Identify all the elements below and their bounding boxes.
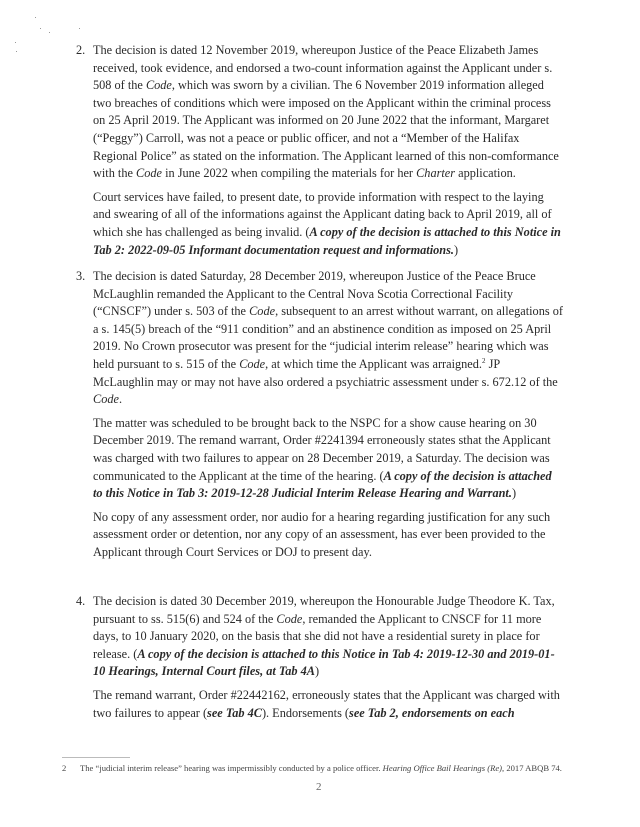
paragraph-4: [76, 593, 563, 722]
paragraph-3: [76, 268, 563, 562]
paragraph-number: 3.: [76, 269, 86, 283]
paragraph-2: [76, 42, 563, 259]
footnote: [62, 762, 562, 775]
paragraph-body: The decision is dated 12 November 2019, whereupon Justice of the Peace Elizabeth James received, took evidence, and endorsed a two-count information against the Applicant under s. 508 of the Code, which was sworn by a civilian. The 6 November 2019 information alleged two breaches of conditions which were imposed on the Applicant within the criminal process on 25 April 2019. The Applicant was informed on 20 June 2022 that the informant, Margaret (“Peggy”) Carroll, was not a peace or public officer, and not a “Member of the Halifax Regional Police” as stated on the information. The Applicant learned of this non-comformance with the Code in June 2022 when compiling the materials for her Charter application.: [93, 43, 559, 181]
paragraph-body: The decision is dated 30 December 2019, whereupon the Honourable Judge Theodore K. Tax, pursuant to ss. 515(6) and 524 of the Code, remanded the Applicant to CNSCF for 11 more days, to 10 January 2020, on the basis that she did not have a residential surety in place for release. (A copy of the decision is attached to this Notice in Tab 4: 2019-12-30 and 2019-01-10 Hearings, Internal Court files, at Tab 4A): [93, 594, 555, 679]
footnote-body: The “judicial interim release” hearing was impermissibly conducted by a police officer. Hearing Office Bail Hearings (Re), 2017 ABQB 74.: [80, 763, 562, 773]
paragraph-sub: No copy of any assessment order, nor audio for a hearing regarding justification for any such assessment order or detention, nor any copy of an assessment, has ever been provided to the Applicant through Court Services or DOJ to present day.: [93, 509, 551, 559]
paragraph-sub: The remand warrant, Order #22442162, erroneously states that the Applicant was charged with two failures to appear (see Tab 4C). Endorsements (see Tab 2, endorsements on each: [93, 687, 560, 720]
paragraph-sub: Court services have failed, to present date, to provide information with respect to the laying and swearing of all of the informations against the Applicant dating back to April 2019, all of which she has challenged as being invalid. (A copy of the decision is attached to this Notice in Tab 2: 2022-09-05 Informant documentation request and informations.): [93, 189, 561, 257]
paragraph-sub: The matter was scheduled to be brought back to the NSPC for a show cause hearing on 30 December 2019. The remand warrant, Order #2241394 erroneously states sthat the Applicant was charged with two failures to appear on 28 December 2019, a Saturday. The decision was communicated to the Applicant at the time of the hearing. (A copy of the decision is attached to this Notice in Tab 3: 2019-12-28 Judicial Interim Release Hearing and Warrant.): [93, 415, 552, 501]
footnote-number: 2: [62, 763, 67, 773]
paragraph-number: 4.: [76, 594, 86, 608]
paragraph-number: 2.: [76, 43, 86, 57]
paragraph-body: The decision is dated Saturday, 28 December 2019, whereupon Justice of the Peace Bruce McLaughlin remanded the Applicant to the Central Nova Scotia Correctional Facility (“CNSCF”) under s. 503 of the Code, subsequent to an arrest without warrant, on allegations of a s. 145(5) breach of the “911 condition” and an abstinence condition as imposed on 25 April 2019. No Crown prosecutor was present for the “judicial interim release” hearing which was held pursuant to s. 515 of the Code, at which time the Applicant was arraigned.$^2$ JP McLaughlin may or may not have also ordered a psychiatric assessment under s. 672.12 of the Code.: [93, 269, 563, 407]
footnote-divider: [62, 757, 130, 758]
page-number: 2: [316, 781, 322, 793]
